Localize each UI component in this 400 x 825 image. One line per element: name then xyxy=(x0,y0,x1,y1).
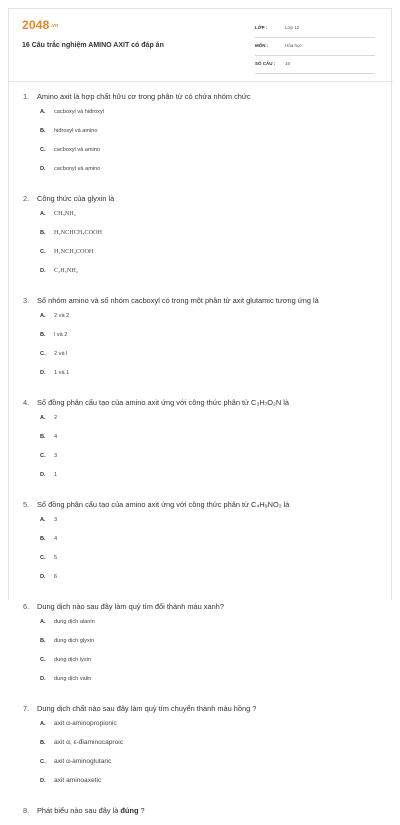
meta-value: 16 xyxy=(285,61,291,66)
answer-option[interactable] xyxy=(40,248,212,256)
page-title: 16 Câu trắc nghiệm AMINO AXIT có đáp án xyxy=(22,42,164,49)
question-item xyxy=(23,499,383,592)
option-letter: B. xyxy=(40,638,46,644)
option-text: l và 2 xyxy=(54,332,68,338)
option-letter: A. xyxy=(40,313,46,319)
question-item xyxy=(23,805,383,816)
question-number: 7. xyxy=(23,704,30,713)
option-letter: D. xyxy=(40,268,46,274)
answer-option[interactable] xyxy=(40,312,212,320)
meta-row-grade xyxy=(255,23,375,38)
option-letter: A. xyxy=(40,415,46,421)
option-text: H₂NCH₂COOH xyxy=(54,248,94,255)
answer-option[interactable] xyxy=(40,535,212,543)
option-letter: C. xyxy=(40,249,46,255)
answer-options xyxy=(40,108,383,184)
option-text: 2 xyxy=(54,415,58,421)
answer-options xyxy=(40,516,383,592)
answer-option[interactable] xyxy=(40,127,212,135)
question-text: Số đồng phân cấu tạo của amino axit ứng với công thức phân tử C₄H₉NO₂ là xyxy=(37,500,290,509)
answer-option[interactable] xyxy=(40,229,212,237)
option-text: 6 xyxy=(54,574,58,580)
meta-value: Hóa học xyxy=(285,43,302,48)
answer-option[interactable] xyxy=(40,675,212,683)
answer-option[interactable] xyxy=(40,471,212,479)
question-number: 8. xyxy=(23,806,30,815)
option-text: 5 xyxy=(54,555,58,561)
option-text: CH₃NH₂ xyxy=(54,210,76,217)
question-text: Số đồng phân cấu tạo của amino axit ứng với công thức phân tử C₃H₇O₂N là xyxy=(37,398,290,407)
question-text-emphasis: đúng xyxy=(120,806,139,815)
option-text: axit aminoaxetic xyxy=(54,777,102,784)
question-item xyxy=(23,91,383,184)
option-letter: B. xyxy=(40,434,46,440)
answer-option[interactable] xyxy=(40,369,212,377)
option-letter: C. xyxy=(40,147,46,153)
question-text: Dung dịch nào sau đây làm quỳ tím đổi thành màu xanh? xyxy=(37,602,224,611)
option-text: 3 xyxy=(54,517,58,523)
answer-option[interactable] xyxy=(40,554,212,562)
option-letter: D. xyxy=(40,472,46,478)
option-text: 2 và l xyxy=(54,351,68,357)
option-text: 3 xyxy=(54,453,58,459)
option-text: cacboxyl và hiđroxyl xyxy=(54,109,105,115)
option-text: 4 xyxy=(54,434,58,440)
answer-options xyxy=(40,720,383,796)
meta-row-count xyxy=(255,59,375,74)
question-list xyxy=(23,91,383,825)
question-text xyxy=(37,805,383,816)
option-letter: C. xyxy=(40,555,46,561)
option-letter: A. xyxy=(40,109,46,115)
logo-suffix: .vn xyxy=(50,22,59,29)
question-item xyxy=(23,295,383,388)
question-number: 5. xyxy=(23,500,30,509)
option-letter: C. xyxy=(40,453,46,459)
question-item xyxy=(23,601,383,694)
option-text: dung dịch valin xyxy=(54,676,92,682)
answer-option[interactable] xyxy=(40,516,212,524)
answer-option[interactable] xyxy=(40,331,212,339)
option-letter: A. xyxy=(40,211,46,217)
answer-option[interactable] xyxy=(40,165,212,173)
site-logo[interactable] xyxy=(22,18,58,32)
option-text: 2 và 2 xyxy=(54,313,70,319)
answer-options xyxy=(40,210,383,286)
option-text: 1 và 1 xyxy=(54,370,70,376)
option-text: 1 xyxy=(54,472,58,478)
meta-key: SỐ CÂU : xyxy=(255,61,276,66)
option-letter: B. xyxy=(40,740,46,746)
option-letter: A. xyxy=(40,517,46,523)
document-header xyxy=(9,9,393,81)
option-letter: D. xyxy=(40,676,46,682)
option-letter: A. xyxy=(40,721,46,727)
option-text: dung dịch glyxin xyxy=(54,638,95,644)
option-letter: B. xyxy=(40,536,46,542)
question-number: 1. xyxy=(23,92,30,101)
question-text: Công thức của glyxin là xyxy=(37,194,115,203)
question-text: Dung dịch chất nào sau đây làm quỳ tím chuyển thành màu hồng ? xyxy=(37,704,257,713)
answer-option[interactable] xyxy=(40,433,212,441)
option-letter: B. xyxy=(40,230,46,236)
answer-option[interactable] xyxy=(40,573,212,581)
question-text: Số nhóm amino và số nhóm cacboxyl có trong một phân tử axit glutamic tương ứng là xyxy=(37,296,319,305)
option-letter: A. xyxy=(40,619,46,625)
option-text: cacboxyl và amino xyxy=(54,147,101,153)
option-letter: C. xyxy=(40,759,46,765)
question-number: 6. xyxy=(23,602,30,611)
option-text: axit α-aminopropionic xyxy=(54,720,117,727)
option-letter: C. xyxy=(40,351,46,357)
question-text-part: ? xyxy=(138,806,145,815)
option-text: C₂H₅NH₂ xyxy=(54,267,79,274)
option-text: axit α, ε-điaminocaproic xyxy=(54,739,124,746)
question-number: 2. xyxy=(23,194,30,203)
option-letter: C. xyxy=(40,657,46,663)
header-divider xyxy=(9,81,393,82)
option-text: dung dịch alanin xyxy=(54,619,95,625)
answer-option[interactable] xyxy=(40,777,212,785)
answer-option[interactable] xyxy=(40,108,212,116)
option-text: hiđroxyl và amino xyxy=(54,128,98,134)
question-number: 3. xyxy=(23,296,30,305)
answer-option[interactable] xyxy=(40,350,212,358)
answer-option[interactable] xyxy=(40,618,212,626)
option-letter: D. xyxy=(40,166,46,172)
question-text: Amino axit là hợp chất hữu cơ trong phân tử có chứa nhóm chức xyxy=(37,92,251,101)
answer-options xyxy=(40,618,383,694)
answer-option[interactable] xyxy=(40,414,212,422)
answer-option[interactable] xyxy=(40,452,212,460)
document-page xyxy=(8,8,392,815)
option-text: 4 xyxy=(54,536,58,542)
answer-options xyxy=(40,312,383,388)
answer-option[interactable] xyxy=(40,656,212,664)
answer-option[interactable] xyxy=(40,720,212,728)
question-item xyxy=(23,193,383,286)
answer-option[interactable] xyxy=(40,210,212,218)
meta-row-subject xyxy=(255,41,375,56)
option-text: cacbonyl và amino xyxy=(54,166,101,172)
meta-key: MÔN : xyxy=(255,43,269,48)
answer-option[interactable] xyxy=(40,739,212,747)
option-letter: B. xyxy=(40,332,46,338)
option-letter: D. xyxy=(40,370,46,376)
option-letter: D. xyxy=(40,778,46,784)
question-text-part: Phát biểu nào sau đây là xyxy=(37,806,121,815)
meta-value: Lớp 12 xyxy=(285,25,300,30)
option-letter: D. xyxy=(40,574,46,580)
meta-key: LỚP : xyxy=(255,25,268,30)
meta-table xyxy=(255,23,375,77)
option-text: axit α-aminoglutaric xyxy=(54,758,112,765)
answer-option[interactable] xyxy=(40,758,212,766)
option-text: dung dịch lysin xyxy=(54,657,92,663)
logo-text: 2048 xyxy=(22,18,50,32)
option-text: H₂NCHCH₃COOH xyxy=(54,229,102,236)
answer-options xyxy=(40,414,383,490)
question-item xyxy=(23,397,383,490)
question-item xyxy=(23,703,383,796)
option-letter: B. xyxy=(40,128,46,134)
answer-option[interactable] xyxy=(40,146,212,154)
answer-option[interactable] xyxy=(40,267,212,275)
question-number: 4. xyxy=(23,398,30,407)
answer-option[interactable] xyxy=(40,637,212,645)
